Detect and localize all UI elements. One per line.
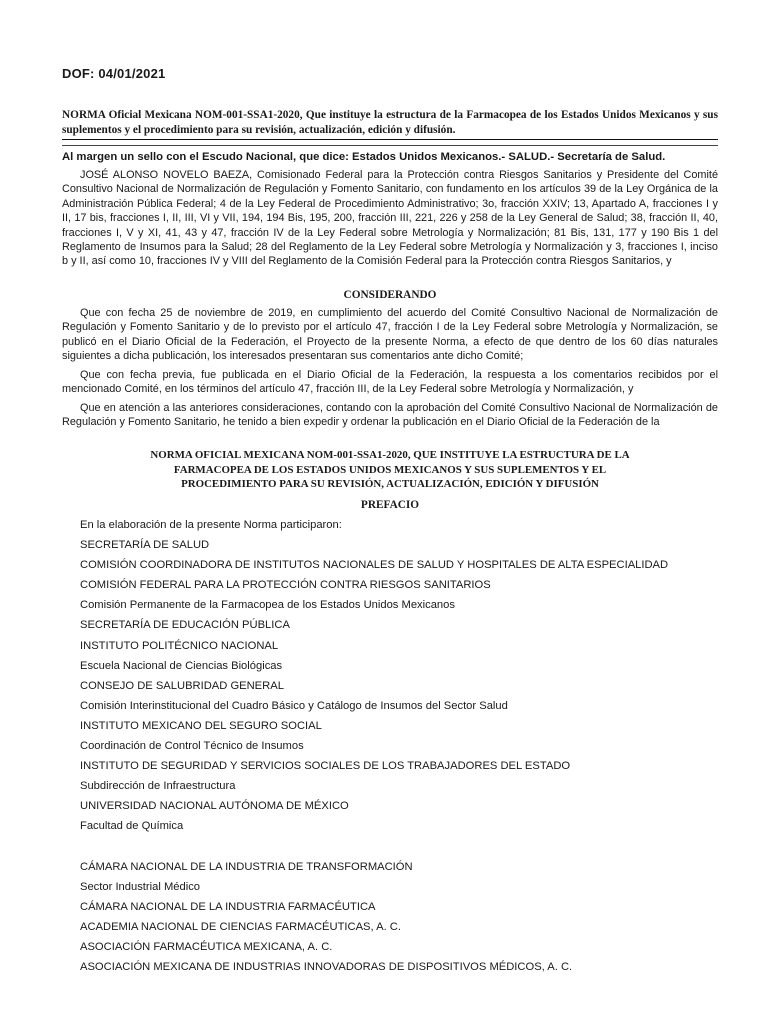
participant-item: CÁMARA NACIONAL DE LA INDUSTRIA FARMACÉUTICA <box>80 900 376 913</box>
participant-item: INSTITUTO POLITÉCNICO NACIONAL <box>80 639 279 652</box>
norma-heading-line: NORMA OFICIAL MEXICANA NOM-001-SSA1-2020, QUE INSTITUYE LA ESTRUCTURA DE LA <box>150 449 630 461</box>
participant-item: COMISIÓN COORDINADORA DE INSTITUTOS NACIONALES DE SALUD Y HOSPITALES DE ALTA ESPECIALIDAD <box>80 559 669 572</box>
participant-item: Facultad de Química <box>80 820 184 833</box>
title-rule-thick <box>62 139 718 140</box>
participant-item: Coordinación de Control Técnico de Insumos <box>80 740 304 753</box>
norma-heading-line: PROCEDIMIENTO PARA SU REVISIÓN, ACTUALIZACIÓN, EDICIÓN Y DIFUSIÓN <box>181 478 599 490</box>
participant-item: ACADEMIA NACIONAL DE CIENCIAS FARMACÉUTICAS, A. C. <box>80 920 401 933</box>
norma-heading-line: FARMACOPEA DE LOS ESTADOS UNIDOS MEXICANOS Y SUS SUPLEMENTOS Y EL <box>173 463 607 476</box>
considerando-paragraph: Que con fecha 25 de noviembre de 2019, en cumplimiento del acuerdo del Comité Consultivo Nacional de Normalización de Regulación y Fomento Sanitario y de lo previsto por el artículo 47, fracción I de la Ley Federal sobre Metrología y Normalización, se publicó en el Diario Oficial de la Federación, el Proyecto de la presente Norma, a efecto de que dentro de los 60 días naturales siguientes a dicha publicación, los interesados presentaran sus comentarios ante dicho Comité; <box>62 307 718 363</box>
participant-item: CÁMARA NACIONAL DE LA INDUSTRIA DE TRANSFORMACIÓN <box>80 860 413 873</box>
title-rule-thin <box>62 145 718 146</box>
participant-item: Comisión Permanente de la Farmacopea de los Estados Unidos Mexicanos <box>80 599 455 612</box>
participant-item: SECRETARÍA DE EDUCACIÓN PÚBLICA <box>80 619 290 632</box>
norma-title: NORMA Oficial Mexicana NOM-001-SSA1-2020, Que instituye la estructura de la Farmacopea de los Estados Unidos Mexicanos y sus suplementos y el procedimiento para su revisión, actualización, edición y difusión. <box>62 109 718 136</box>
participant-item: Comisión Interinstitucional del Cuadro Básico y Catálogo de Insumos del Sector Salud <box>80 699 508 712</box>
prefacio-heading: PREFACIO <box>360 499 420 511</box>
participant-item: ASOCIACIÓN MEXICANA DE INDUSTRIAS INNOVADORAS DE DISPOSITIVOS MÉDICOS, A. C. <box>80 961 573 974</box>
norma-heading <box>62 448 718 492</box>
participant-item: SECRETARÍA DE SALUD <box>80 539 210 552</box>
participants-list <box>80 518 720 980</box>
considerando-paragraph: Que con fecha previa, fue publicada en el Diario Oficial de la Federación, la respuesta a los comentarios recibidos por el mencionado Comité, en los términos del artículo 47, fracción III, de la Ley Federal sobre Metrología y Normalización, y <box>62 369 718 396</box>
participant-item: UNIVERSIDAD NACIONAL AUTÓNOMA DE MÉXICO <box>80 800 349 813</box>
participants-intro: En la elaboración de la presente Norma participaron: <box>80 519 342 531</box>
participant-item: COMISIÓN FEDERAL PARA LA PROTECCIÓN CONTRA RIESGOS SANITARIOS <box>80 579 491 592</box>
participant-item: Sector Industrial Médico <box>80 880 201 893</box>
margin-note: Al margen un sello con el Escudo Nacional, que dice: Estados Unidos Mexicanos.- SALUD.- Secretaría de Salud. <box>62 151 666 163</box>
dof-date-label: DOF: 04/01/2021 <box>62 66 166 81</box>
participant-item: ASOCIACIÓN FARMACÉUTICA MEXICANA, A. C. <box>80 940 333 953</box>
participant-item: Subdirección de Infraestructura <box>80 780 236 793</box>
considerando-paragraph: Que en atención a las anteriores consideraciones, contando con la aprobación del Comité Consultivo Nacional de Normalización de Regulación y Fomento Sanitario, he tenido a bien expedir y ordenar la publicación en el Diario Oficial de la Federación de la <box>62 402 718 429</box>
participant-item: INSTITUTO DE SEGURIDAD Y SERVICIOS SOCIALES DE LOS TRABAJADORES DEL ESTADO <box>80 760 571 773</box>
participant-item: Escuela Nacional de Ciencias Biológicas <box>80 659 283 672</box>
participant-item: CONSEJO DE SALUBRIDAD GENERAL <box>80 679 284 692</box>
considerando-heading: CONSIDERANDO <box>343 289 437 301</box>
intro-paragraph: JOSÉ ALONSO NOVELO BAEZA, Comisionado Federal para la Protección contra Riesgos Sanitarios y Presidente del Comité Consultivo Nacional de Normalización de Regulación y Fomento Sanitario, con fundamento en los artículos 39 de la Ley Orgánica de la Administración Pública Federal; 4 de la Ley Federal de Procedimiento Administrativo; 3o, fracción XXIV; 13, Apartado A, fracciones I y II, 17 bis, fracciones I, II, III, VI y VII, 194, 194 Bis, 195, 200, fracción III, 221, 226 y 258 de la Ley General de Salud; 38, fracción II, 40, fracciones I, V y XI, 41, 43 y 47, fracción IV de la Ley Federal sobre Metrología y Normalización; 81 Bis, 131, 177 y 190 Bis 1 del Reglamento de Insumos para la Salud; 28 del Reglamento de la Ley Federal sobre Metrología y Normalización y 3, fracciones I, inciso b y II, así como 10, fracciones IV y VIII del Reglamento de la Comisión Federal para la Protección contra Riesgos Sanitarios, y <box>62 169 718 268</box>
participant-item: INSTITUTO MEXICANO DEL SEGURO SOCIAL <box>80 719 322 732</box>
